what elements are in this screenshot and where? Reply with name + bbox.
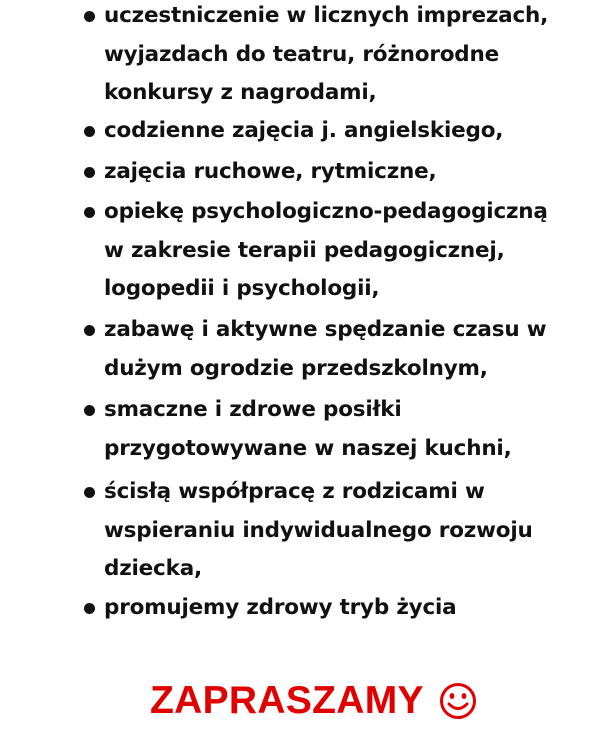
bullet-icon [84, 207, 95, 218]
item-line: dziecka, [104, 556, 202, 581]
bullet-icon [84, 11, 95, 22]
invitation-banner [150, 674, 478, 728]
offer-item-healthy-lifestyle [0, 589, 615, 628]
item-line: promujemy zdrowy tryb życia [104, 595, 457, 620]
invitation-text: ZAPRASZAMY [150, 679, 424, 722]
offer-item-parents [0, 473, 615, 589]
offer-item-meals [0, 391, 615, 468]
item-line: zajęcia ruchowe, rytmiczne, [104, 159, 437, 184]
smiley-face-icon [438, 681, 478, 721]
item-line: w zakresie terapii pedagogicznej, [104, 237, 505, 263]
item-line: logopedii i psychologii, [104, 276, 380, 301]
offer-item-english [0, 112, 615, 151]
item-line: wyjazdach do teatru, różnorodne [104, 41, 499, 67]
item-line: smaczne i zdrowe posiłki [104, 397, 402, 422]
offer-item-garden [0, 311, 615, 388]
item-line: opiekę psychologiczno-pedagogiczną [104, 199, 548, 224]
bullet-icon [84, 603, 95, 614]
item-line: przygotowywane w naszej kuchni, [104, 435, 512, 461]
bullet-icon [84, 405, 95, 416]
item-line: dużym ogrodzie przedszkolnym, [104, 355, 488, 381]
item-line: konkursy z nagrodami, [104, 80, 377, 105]
item-line: zabawę i aktywne spędzanie czasu w [104, 317, 547, 342]
offer-item-movement [0, 153, 615, 192]
item-line: ścisłą współpracę z rodzicami w [104, 479, 485, 504]
bullet-icon [84, 325, 95, 336]
item-line: uczestniczenie w licznych imprezach, [104, 3, 549, 28]
item-line: wspieraniu indywidualnego rozwoju [104, 517, 533, 543]
bullet-icon [84, 167, 95, 178]
offer-item-events [0, 0, 615, 113]
bullet-icon [84, 126, 95, 137]
bullet-icon [84, 487, 95, 498]
item-line: codzienne zajęcia j. angielskiego, [104, 118, 504, 143]
offer-item-psychology [0, 193, 615, 309]
